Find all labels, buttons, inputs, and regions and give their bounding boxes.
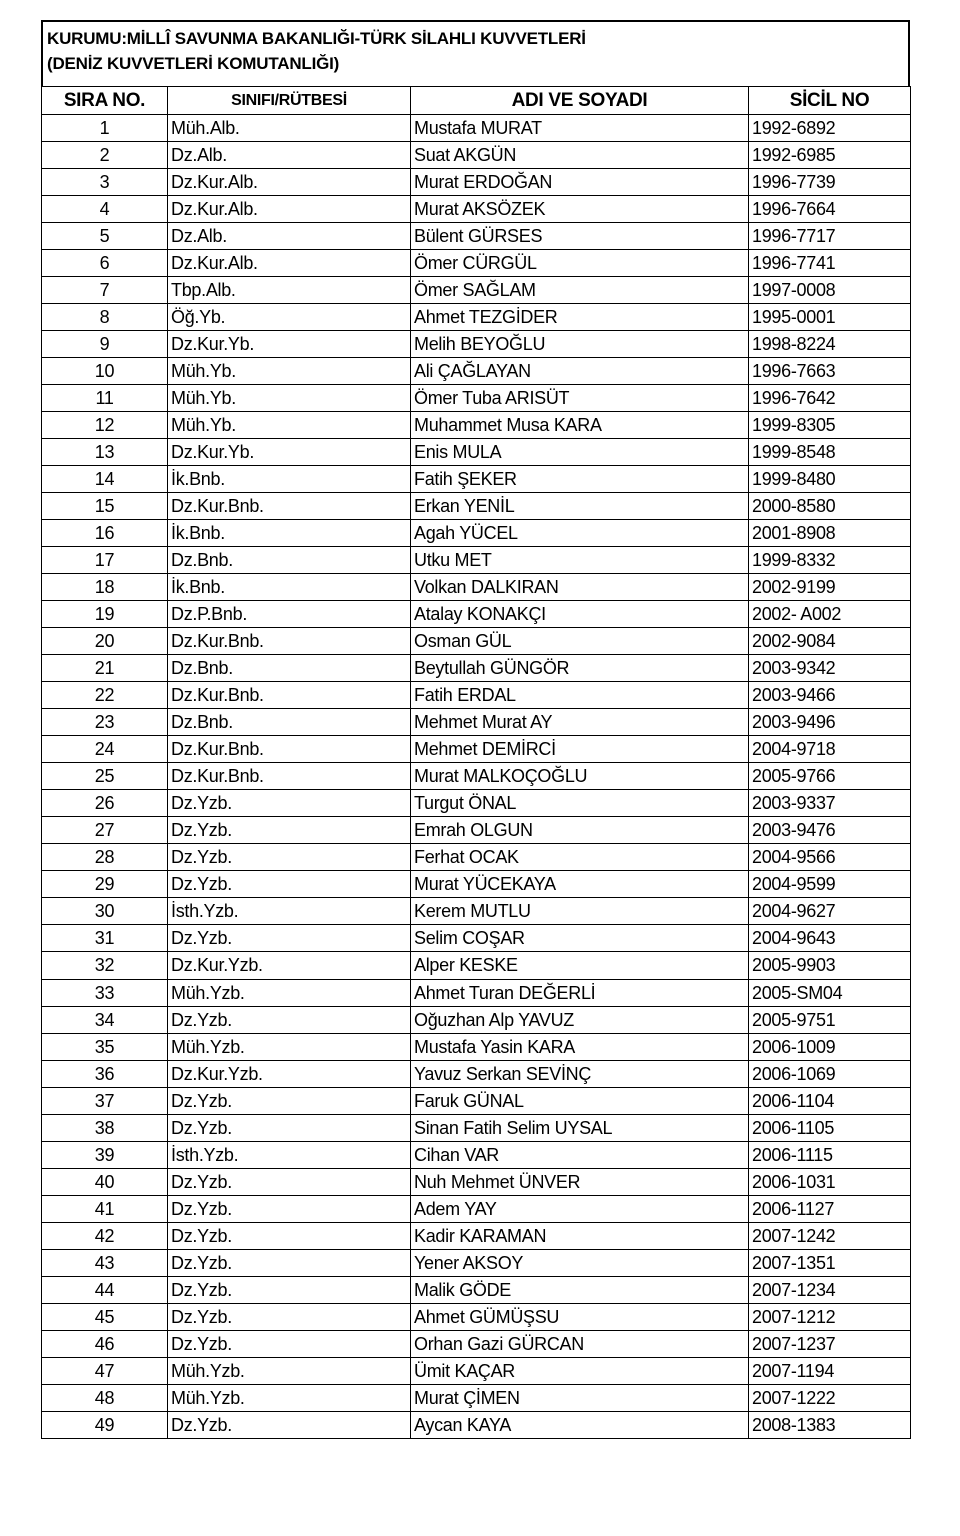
cell-name: Murat MALKOÇOĞLU xyxy=(411,763,749,790)
table-row xyxy=(42,952,911,979)
cell-sicil-no: 2003-9342 xyxy=(749,655,911,682)
cell-sicil-no: 2003-9466 xyxy=(749,682,911,709)
cell-rank: Dz.Yzb. xyxy=(168,1168,411,1195)
cell-name: Ahmet TEZGİDER xyxy=(411,304,749,331)
cell-sicil-no: 1996-7663 xyxy=(749,358,911,385)
cell-sira-no: 19 xyxy=(42,601,168,628)
cell-name: Aycan KAYA xyxy=(411,1411,749,1438)
cell-sira-no: 15 xyxy=(42,493,168,520)
cell-rank: Dz.Kur.Bnb. xyxy=(168,682,411,709)
table-row xyxy=(42,1357,911,1384)
table-row xyxy=(42,1411,911,1438)
table-row xyxy=(42,817,911,844)
cell-rank: Dz.Kur.Bnb. xyxy=(168,763,411,790)
cell-sira-no: 34 xyxy=(42,1006,168,1033)
column-header-sira-no: SIRA NO. xyxy=(42,87,168,115)
cell-name: Volkan DALKIRAN xyxy=(411,574,749,601)
cell-name: Kerem MUTLU xyxy=(411,898,749,925)
table-row xyxy=(42,169,911,196)
cell-sira-no: 18 xyxy=(42,574,168,601)
cell-rank: Müh.Yzb. xyxy=(168,1033,411,1060)
cell-sicil-no: 2007-1237 xyxy=(749,1330,911,1357)
cell-sicil-no: 1996-7717 xyxy=(749,223,911,250)
cell-sira-no: 31 xyxy=(42,925,168,952)
table-row xyxy=(42,304,911,331)
cell-rank: Dz.Kur.Yb. xyxy=(168,439,411,466)
cell-name: Murat AKSÖZEK xyxy=(411,196,749,223)
cell-sicil-no: 1996-7741 xyxy=(749,250,911,277)
cell-name: Oğuzhan Alp YAVUZ xyxy=(411,1006,749,1033)
column-header-sicil-no: SİCİL NO xyxy=(749,87,911,115)
table-row xyxy=(42,331,911,358)
cell-sira-no: 12 xyxy=(42,412,168,439)
table-body xyxy=(42,115,911,1439)
cell-rank: Dz.Yzb. xyxy=(168,925,411,952)
cell-sira-no: 13 xyxy=(42,439,168,466)
cell-name: Ahmet Turan DEĞERLİ xyxy=(411,979,749,1006)
cell-rank: Dz.Yzb. xyxy=(168,1330,411,1357)
cell-sicil-no: 2005-9751 xyxy=(749,1006,911,1033)
cell-rank: İsth.Yzb. xyxy=(168,1141,411,1168)
cell-sicil-no: 2002-9084 xyxy=(749,628,911,655)
cell-sicil-no: 2005-9903 xyxy=(749,952,911,979)
cell-name: Murat ÇİMEN xyxy=(411,1384,749,1411)
cell-sicil-no: 1999-8305 xyxy=(749,412,911,439)
cell-name: Ahmet GÜMÜŞSU xyxy=(411,1303,749,1330)
table-row xyxy=(42,790,911,817)
column-header-name: ADI VE SOYADI xyxy=(411,87,749,115)
cell-rank: Müh.Yb. xyxy=(168,358,411,385)
cell-sicil-no: 2004-9627 xyxy=(749,898,911,925)
cell-name: Erkan YENİL xyxy=(411,493,749,520)
table-row xyxy=(42,871,911,898)
cell-sira-no: 8 xyxy=(42,304,168,331)
cell-sira-no: 45 xyxy=(42,1303,168,1330)
cell-sicil-no: 2002- A002 xyxy=(749,601,911,628)
cell-rank: Dz.Bnb. xyxy=(168,709,411,736)
cell-sicil-no: 1999-8332 xyxy=(749,547,911,574)
cell-sira-no: 28 xyxy=(42,844,168,871)
cell-sira-no: 25 xyxy=(42,763,168,790)
cell-sira-no: 20 xyxy=(42,628,168,655)
cell-sicil-no: 2003-9476 xyxy=(749,817,911,844)
table-row xyxy=(42,925,911,952)
cell-rank: Dz.Yzb. xyxy=(168,1276,411,1303)
cell-sicil-no: 2006-1105 xyxy=(749,1114,911,1141)
cell-rank: Dz.Yzb. xyxy=(168,871,411,898)
cell-name: Cihan VAR xyxy=(411,1141,749,1168)
cell-sira-no: 37 xyxy=(42,1087,168,1114)
cell-rank: Dz.Yzb. xyxy=(168,1195,411,1222)
cell-name: Fatih ŞEKER xyxy=(411,466,749,493)
cell-sira-no: 43 xyxy=(42,1249,168,1276)
cell-rank: İk.Bnb. xyxy=(168,574,411,601)
table-row xyxy=(42,1330,911,1357)
cell-sicil-no: 2007-1351 xyxy=(749,1249,911,1276)
cell-name: Murat YÜCEKAYA xyxy=(411,871,749,898)
cell-name: Suat AKGÜN xyxy=(411,142,749,169)
cell-rank: Dz.Alb. xyxy=(168,223,411,250)
cell-name: Orhan Gazi GÜRCAN xyxy=(411,1330,749,1357)
table-row xyxy=(42,547,911,574)
table-row xyxy=(42,115,911,142)
table-row xyxy=(42,1384,911,1411)
cell-sira-no: 3 xyxy=(42,169,168,196)
cell-name: Kadir KARAMAN xyxy=(411,1222,749,1249)
cell-sira-no: 2 xyxy=(42,142,168,169)
cell-sicil-no: 2003-9337 xyxy=(749,790,911,817)
table-row xyxy=(42,844,911,871)
cell-rank: Müh.Yzb. xyxy=(168,1357,411,1384)
cell-rank: Dz.Kur.Yzb. xyxy=(168,952,411,979)
cell-rank: Tbp.Alb. xyxy=(168,277,411,304)
cell-name: Osman GÜL xyxy=(411,628,749,655)
cell-sira-no: 24 xyxy=(42,736,168,763)
table-row xyxy=(42,223,911,250)
cell-sira-no: 33 xyxy=(42,979,168,1006)
cell-sicil-no: 1996-7642 xyxy=(749,385,911,412)
table-row xyxy=(42,1087,911,1114)
cell-sicil-no: 2007-1234 xyxy=(749,1276,911,1303)
cell-sira-no: 1 xyxy=(42,115,168,142)
cell-sicil-no: 2007-1242 xyxy=(749,1222,911,1249)
cell-sicil-no: 2008-1383 xyxy=(749,1411,911,1438)
table-row xyxy=(42,979,911,1006)
cell-sicil-no: 2006-1031 xyxy=(749,1168,911,1195)
cell-rank: Dz.Yzb. xyxy=(168,1006,411,1033)
cell-name: Nuh Mehmet ÜNVER xyxy=(411,1168,749,1195)
table-row xyxy=(42,358,911,385)
cell-rank: Dz.Kur.Bnb. xyxy=(168,628,411,655)
cell-sira-no: 36 xyxy=(42,1060,168,1087)
cell-sicil-no: 2004-9643 xyxy=(749,925,911,952)
cell-name: Ömer SAĞLAM xyxy=(411,277,749,304)
column-header-rank: SINIFI/RÜTBESİ xyxy=(168,87,411,115)
personnel-table xyxy=(41,86,911,1439)
table-row xyxy=(42,709,911,736)
cell-sira-no: 38 xyxy=(42,1114,168,1141)
table-row xyxy=(42,196,911,223)
table-row xyxy=(42,412,911,439)
table-row xyxy=(42,250,911,277)
cell-sira-no: 7 xyxy=(42,277,168,304)
cell-sira-no: 5 xyxy=(42,223,168,250)
cell-rank: Dz.Kur.Alb. xyxy=(168,169,411,196)
cell-sicil-no: 2005-SM04 xyxy=(749,979,911,1006)
cell-name: Mehmet DEMİRCİ xyxy=(411,736,749,763)
cell-sira-no: 49 xyxy=(42,1411,168,1438)
cell-rank: Müh.Yb. xyxy=(168,385,411,412)
table-row xyxy=(42,520,911,547)
cell-name: Utku MET xyxy=(411,547,749,574)
cell-sira-no: 16 xyxy=(42,520,168,547)
cell-sicil-no: 2006-1069 xyxy=(749,1060,911,1087)
cell-rank: Dz.P.Bnb. xyxy=(168,601,411,628)
cell-name: Fatih ERDAL xyxy=(411,682,749,709)
cell-name: Ferhat OCAK xyxy=(411,844,749,871)
cell-rank: Müh.Yb. xyxy=(168,412,411,439)
table-row xyxy=(42,1006,911,1033)
table-row xyxy=(42,628,911,655)
cell-rank: İk.Bnb. xyxy=(168,520,411,547)
cell-sira-no: 27 xyxy=(42,817,168,844)
cell-rank: Öğ.Yb. xyxy=(168,304,411,331)
cell-sira-no: 14 xyxy=(42,466,168,493)
cell-rank: Müh.Yzb. xyxy=(168,979,411,1006)
cell-name: Sinan Fatih Selim UYSAL xyxy=(411,1114,749,1141)
cell-sicil-no: 2003-9496 xyxy=(749,709,911,736)
cell-sira-no: 42 xyxy=(42,1222,168,1249)
cell-rank: Dz.Yzb. xyxy=(168,817,411,844)
cell-sicil-no: 2002-9199 xyxy=(749,574,911,601)
cell-name: Emrah OLGUN xyxy=(411,817,749,844)
cell-sicil-no: 1992-6892 xyxy=(749,115,911,142)
table-row xyxy=(42,898,911,925)
table-row xyxy=(42,655,911,682)
cell-name: Muhammet Musa KARA xyxy=(411,412,749,439)
cell-rank: Dz.Kur.Bnb. xyxy=(168,736,411,763)
cell-sira-no: 10 xyxy=(42,358,168,385)
cell-name: Ömer Tuba ARISÜT xyxy=(411,385,749,412)
cell-rank: Dz.Yzb. xyxy=(168,1222,411,1249)
cell-rank: Dz.Kur.Yzb. xyxy=(168,1060,411,1087)
document-sheet xyxy=(41,20,910,1439)
cell-rank: Dz.Yzb. xyxy=(168,790,411,817)
cell-rank: Müh.Alb. xyxy=(168,115,411,142)
table-row xyxy=(42,682,911,709)
cell-sicil-no: 1998-8224 xyxy=(749,331,911,358)
table-row xyxy=(42,493,911,520)
cell-name: Yavuz Serkan SEVİNÇ xyxy=(411,1060,749,1087)
cell-sira-no: 4 xyxy=(42,196,168,223)
cell-name: Melih BEYOĞLU xyxy=(411,331,749,358)
table-row xyxy=(42,736,911,763)
cell-sira-no: 6 xyxy=(42,250,168,277)
institution-header xyxy=(41,20,910,86)
cell-rank: Dz.Bnb. xyxy=(168,547,411,574)
cell-sira-no: 35 xyxy=(42,1033,168,1060)
cell-rank: Dz.Yzb. xyxy=(168,1249,411,1276)
cell-name: Alper KESKE xyxy=(411,952,749,979)
cell-sira-no: 44 xyxy=(42,1276,168,1303)
cell-rank: Dz.Yzb. xyxy=(168,1114,411,1141)
cell-sira-no: 26 xyxy=(42,790,168,817)
cell-sicil-no: 1997-0008 xyxy=(749,277,911,304)
table-row xyxy=(42,277,911,304)
cell-sicil-no: 2007-1212 xyxy=(749,1303,911,1330)
table-row xyxy=(42,1141,911,1168)
cell-name: Yener AKSOY xyxy=(411,1249,749,1276)
cell-rank: Dz.Kur.Yb. xyxy=(168,331,411,358)
cell-sira-no: 21 xyxy=(42,655,168,682)
cell-name: Faruk GÜNAL xyxy=(411,1087,749,1114)
cell-name: Turgut ÖNAL xyxy=(411,790,749,817)
cell-sira-no: 23 xyxy=(42,709,168,736)
cell-name: Beytullah GÜNGÖR xyxy=(411,655,749,682)
cell-rank: Dz.Kur.Bnb. xyxy=(168,493,411,520)
table-row xyxy=(42,1249,911,1276)
cell-name: Murat ERDOĞAN xyxy=(411,169,749,196)
cell-sira-no: 46 xyxy=(42,1330,168,1357)
cell-name: Bülent GÜRSES xyxy=(411,223,749,250)
cell-sira-no: 30 xyxy=(42,898,168,925)
cell-sicil-no: 2001-8908 xyxy=(749,520,911,547)
cell-sira-no: 48 xyxy=(42,1384,168,1411)
cell-sira-no: 47 xyxy=(42,1357,168,1384)
cell-sicil-no: 2007-1194 xyxy=(749,1357,911,1384)
cell-sicil-no: 2000-8580 xyxy=(749,493,911,520)
cell-name: Mustafa MURAT xyxy=(411,115,749,142)
cell-sicil-no: 2006-1104 xyxy=(749,1087,911,1114)
table-row xyxy=(42,142,911,169)
table-row xyxy=(42,466,911,493)
cell-rank: Dz.Alb. xyxy=(168,142,411,169)
table-row xyxy=(42,1114,911,1141)
cell-rank: Müh.Yzb. xyxy=(168,1384,411,1411)
table-row xyxy=(42,439,911,466)
table-row xyxy=(42,1276,911,1303)
table-row xyxy=(42,1222,911,1249)
cell-name: Mehmet Murat AY xyxy=(411,709,749,736)
cell-sicil-no: 1996-7739 xyxy=(749,169,911,196)
cell-sicil-no: 1999-8480 xyxy=(749,466,911,493)
cell-sicil-no: 2004-9566 xyxy=(749,844,911,871)
institution-title: KURUMU:MİLLÎ SAVUNMA BAKANLIĞI-TÜRK SİLAHLI KUVVETLERİ xyxy=(47,29,586,48)
table-row xyxy=(42,385,911,412)
cell-name: Malik GÖDE xyxy=(411,1276,749,1303)
cell-name: Ömer CÜRGÜL xyxy=(411,250,749,277)
table-row xyxy=(42,1303,911,1330)
cell-name: Ümit KAÇAR xyxy=(411,1357,749,1384)
cell-sicil-no: 2006-1127 xyxy=(749,1195,911,1222)
cell-sira-no: 39 xyxy=(42,1141,168,1168)
cell-sicil-no: 2005-9766 xyxy=(749,763,911,790)
cell-sira-no: 17 xyxy=(42,547,168,574)
table-header-row xyxy=(42,87,911,115)
table-row xyxy=(42,763,911,790)
cell-sira-no: 22 xyxy=(42,682,168,709)
cell-rank: Dz.Yzb. xyxy=(168,844,411,871)
cell-name: Selim COŞAR xyxy=(411,925,749,952)
cell-sicil-no: 2006-1115 xyxy=(749,1141,911,1168)
cell-sicil-no: 1995-0001 xyxy=(749,304,911,331)
cell-sicil-no: 1996-7664 xyxy=(749,196,911,223)
cell-name: Agah YÜCEL xyxy=(411,520,749,547)
cell-rank: Dz.Kur.Alb. xyxy=(168,250,411,277)
cell-name: Ali ÇAĞLAYAN xyxy=(411,358,749,385)
table-row xyxy=(42,1033,911,1060)
cell-sira-no: 40 xyxy=(42,1168,168,1195)
cell-sicil-no: 2004-9718 xyxy=(749,736,911,763)
cell-name: Adem YAY xyxy=(411,1195,749,1222)
cell-sira-no: 32 xyxy=(42,952,168,979)
cell-sicil-no: 2007-1222 xyxy=(749,1384,911,1411)
cell-rank: Dz.Bnb. xyxy=(168,655,411,682)
cell-name: Mustafa Yasin KARA xyxy=(411,1033,749,1060)
cell-sira-no: 41 xyxy=(42,1195,168,1222)
cell-rank: Dz.Yzb. xyxy=(168,1087,411,1114)
table-row xyxy=(42,1195,911,1222)
cell-rank: Dz.Yzb. xyxy=(168,1303,411,1330)
cell-sicil-no: 1999-8548 xyxy=(749,439,911,466)
cell-rank: İsth.Yzb. xyxy=(168,898,411,925)
cell-sicil-no: 2004-9599 xyxy=(749,871,911,898)
cell-sira-no: 11 xyxy=(42,385,168,412)
table-row xyxy=(42,574,911,601)
cell-sicil-no: 1992-6985 xyxy=(749,142,911,169)
cell-sicil-no: 2006-1009 xyxy=(749,1033,911,1060)
cell-rank: İk.Bnb. xyxy=(168,466,411,493)
cell-rank: Dz.Yzb. xyxy=(168,1411,411,1438)
cell-name: Enis MULA xyxy=(411,439,749,466)
institution-subtitle: (DENİZ KUVVETLERİ KOMUTANLIĞI) xyxy=(47,54,340,73)
table-row xyxy=(42,1060,911,1087)
table-row xyxy=(42,1168,911,1195)
cell-rank: Dz.Kur.Alb. xyxy=(168,196,411,223)
cell-name: Atalay KONAKÇI xyxy=(411,601,749,628)
table-row xyxy=(42,601,911,628)
cell-sira-no: 9 xyxy=(42,331,168,358)
cell-sira-no: 29 xyxy=(42,871,168,898)
